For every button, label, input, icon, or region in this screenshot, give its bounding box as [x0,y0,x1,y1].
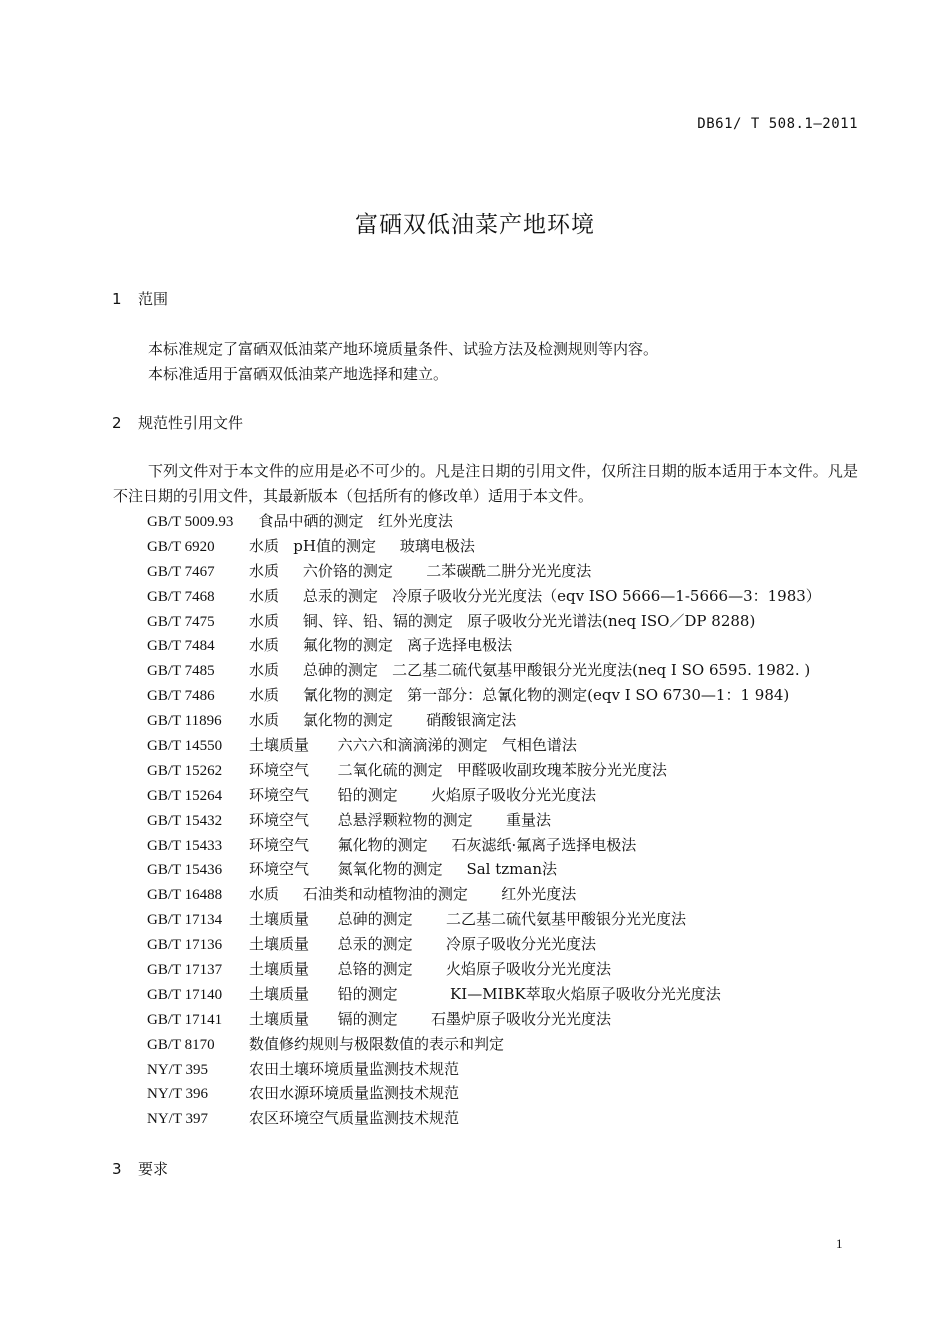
reference-code: GB/T 7486 [147,688,215,705]
reference-title: 水质 总汞的测定 冷原子吸收分光光度法（eqv ISO 5666—1-5666—3：1983） [249,586,821,605]
reference-code: GB/T 17141 [147,1011,223,1028]
reference-code: GB/T 17137 [147,962,223,979]
reference-code: GB/T 17134 [147,912,223,929]
reference-item [147,1081,821,1106]
reference-code: GB/T 17140 [147,986,223,1003]
reference-title: 土壤质量 总汞的测定 冷原子吸收分光光度法 [249,935,596,954]
reference-item [147,1032,821,1057]
section-number: 1 [112,290,122,308]
reference-title: 水质 氰化物的测定 第一部分：总氰化物的测定(eqv I SO 6730—1：1 984) [249,686,790,705]
section-title: 规范性引用文件 [138,414,244,432]
reference-item [147,857,821,882]
reference-title: 水质 石油类和动植物油的测定 红外光度法 [249,885,577,904]
section-heading-scope [112,288,168,309]
reference-item [147,584,821,609]
reference-code: GB/T 6920 [147,538,215,555]
reference-code: GB/T 7468 [147,588,215,605]
scope-paragraph-2: 本标准适用于富硒双低油菜产地选择和建立。 [148,365,449,383]
reference-title: 土壤质量 总砷的测定 二乙基二硫代氨基甲酸银分光光度法 [249,910,686,929]
reference-item [147,1007,821,1032]
document-title: 富硒双低油菜产地环境 [355,212,595,238]
reference-item [147,733,821,758]
reference-title: 环境空气 二氧化硫的测定 甲醛吸收副玫瑰苯胺分光光度法 [249,760,667,779]
reference-title: 土壤质量 镉的测定 石墨炉原子吸收分光光度法 [249,1009,611,1028]
reference-code: GB/T 7475 [147,613,215,630]
section-title: 要求 [138,1160,169,1178]
reference-title: 环境空气 铅的测定 火焰原子吸收分光光度法 [249,785,596,804]
reference-code: NY/T 397 [147,1111,208,1128]
reference-title: 农田土壤环境质量监测技术规范 [249,1059,460,1078]
reference-code: GB/T 15262 [147,762,223,779]
reference-title: 数值修约规则与极限数值的表示和判定 [249,1034,505,1053]
section-number: 2 [112,414,122,432]
reference-item [147,509,821,534]
reference-title: 环境空气 氟化物的测定 石灰滤纸·氟离子选择电极法 [249,835,637,854]
reference-title: 食品中硒的测定 红外光度法 [249,512,453,530]
reference-list [147,509,821,1131]
reference-code: GB/T 15433 [147,837,223,854]
reference-item [147,932,821,957]
page-number: 1 [836,1236,843,1251]
document-code: DB61/ T 508.1—2011 [697,116,858,132]
reference-code: GB/T 7485 [147,663,215,680]
reference-title: 土壤质量 总铬的测定 火焰原子吸收分光光度法 [249,960,611,979]
reference-title: 水质 氟化物的测定 离子选择电极法 [249,636,513,655]
reference-title: 农区环境空气质量监测技术规范 [249,1109,460,1128]
reference-title: 环境空气 氮氧化物的测定 Sal tzman法 [249,860,557,879]
reference-code: GB/T 16488 [147,887,223,904]
reference-item [147,1106,821,1131]
reference-title: 水质 pH值的测定 玻璃电极法 [249,536,475,555]
reference-code: NY/T 395 [147,1061,208,1078]
section-title: 范围 [138,290,169,308]
reference-item [147,1057,821,1082]
reference-code: GB/T 7484 [147,638,215,655]
section-heading-requirements [112,1158,168,1179]
section-heading-normative-references [112,412,243,433]
reference-title: 农田水源环境质量监测技术规范 [249,1084,460,1103]
reference-code: GB/T 11896 [147,713,222,730]
reference-item [147,683,821,708]
reference-item [147,957,821,982]
reference-item [147,534,821,559]
reference-item [147,633,821,658]
reference-item [147,982,821,1007]
reference-code: GB/T 5009.93 [147,514,234,530]
reference-item [147,882,821,907]
reference-code: GB/T 15432 [147,812,223,829]
reference-item [147,609,821,634]
reference-item [147,559,821,584]
reference-item [147,808,821,833]
reference-title: 土壤质量 铅的测定 KI—MIBK萃取火焰原子吸收分光光度法 [249,984,721,1003]
reference-item [147,833,821,858]
reference-title: 水质 总砷的测定 二乙基二硫代氨基甲酸银分光光度法(neq I SO 6595. 1982. ) [249,661,811,680]
reference-code: NY/T 396 [147,1086,208,1103]
scope-paragraph-1: 本标准规定了富硒双低油菜产地环境质量条件、试验方法及检测规则等内容。 [148,340,659,358]
reference-item [147,708,821,733]
reference-code: GB/T 15264 [147,787,223,804]
reference-title: 水质 铜、锌、铅、镉的测定 原子吸收分光光谱法(neq ISO／DP 8288) [249,611,756,630]
reference-title: 水质 六价铬的测定 二苯碳酰二肼分光光度法 [249,561,592,580]
reference-title: 环境空气 总悬浮颗粒物的测定 重量法 [249,810,551,829]
section-number: 3 [112,1160,122,1178]
reference-item [147,907,821,932]
normative-intro-paragraph: 下列文件对于本文件的应用是必不可少的。凡是注日期的引用文件，仅所注日期的版本适用于本文件。凡是不注日期的引用文件，其最新版本（包括所有的修改单）适用于本文件。 [113,462,858,505]
reference-code: GB/T 8170 [147,1036,215,1053]
reference-title: 土壤质量 六六六和滴滴涕的测定 气相色谱法 [249,736,577,755]
reference-code: GB/T 7467 [147,563,215,580]
reference-item [147,783,821,808]
reference-code: GB/T 17136 [147,937,223,954]
reference-item [147,758,821,783]
reference-code: GB/T 14550 [147,738,223,755]
reference-title: 水质 氯化物的测定 硝酸银滴定法 [249,711,517,730]
reference-code: GB/T 15436 [147,862,223,879]
reference-item [147,658,821,683]
